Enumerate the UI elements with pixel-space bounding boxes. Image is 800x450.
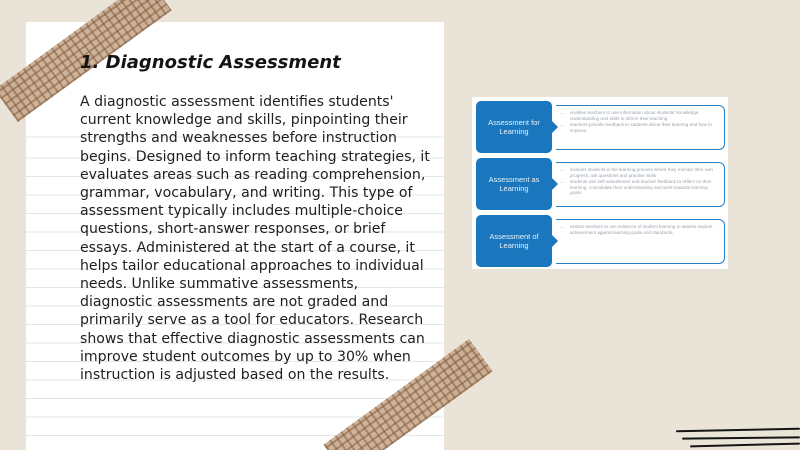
diagram-label-box xyxy=(476,101,552,153)
diagram-label-box xyxy=(476,158,552,210)
slide-body-text: A diagnostic assessment identifies students' current knowledge and skills, pinpointing their strengths and weaknesses before instruction begins. Designed to inform teaching strategies, it evaluates areas such as reading comprehension, grammar, vocabulary, and writing. This type of assessment typically includes multiple-choice questions, short-answer responses, or brief essays. Administered at the start of a course, it helps tailor educational approaches to individual needs. Unlike summative assessments, diagnostic assessments are not graded and primarily serve as a tool for educators. Research shows that effective diagnostic assessments can improve student outcomes by up to 30% when instruction is adjusted based on the results. xyxy=(80,94,430,384)
diagram-label: Assessment for Learning xyxy=(488,118,540,136)
arrow-pointer-icon xyxy=(552,178,558,190)
assessment-types-diagram xyxy=(472,97,728,269)
diagram-description xyxy=(556,219,725,264)
arrow-pointer-icon xyxy=(552,121,558,133)
diagram-label: Assessment as Learning xyxy=(488,175,540,193)
slide-title: 1. Diagnostic Assessment xyxy=(80,52,341,73)
pen-stroke-decoration xyxy=(676,428,800,433)
pen-stroke-decoration xyxy=(690,443,800,447)
diagram-bullet: • enables teachers to use information about students' knowledge, understanding and skills to inform their teaching xyxy=(570,110,718,121)
diagram-bullet: • assists teachers to use evidence of student learning to assess student achievement against learning goals and standards. xyxy=(570,224,718,235)
pen-stroke-decoration xyxy=(682,436,800,439)
diagram-label-box xyxy=(476,215,552,267)
diagram-bullet: • students use self-assessment and teacher feedback to reflect on their learning, consolidate their understanding and work towards learning goals. xyxy=(570,179,718,196)
arrow-pointer-icon xyxy=(552,235,558,247)
diagram-row-of-learning xyxy=(476,215,726,267)
diagram-description xyxy=(556,162,725,207)
diagram-row-for-learning xyxy=(476,101,726,153)
diagram-row-as-learning xyxy=(476,158,726,210)
diagram-description xyxy=(556,105,725,150)
diagram-bullet: • involves students in the learning process where they monitor their own progress, ask questions and practise skills xyxy=(570,167,718,178)
diagram-bullet: • teachers provide feedback to students about their learning and how to improve. xyxy=(570,122,718,133)
diagram-label: Assessment of Learning xyxy=(489,232,539,250)
